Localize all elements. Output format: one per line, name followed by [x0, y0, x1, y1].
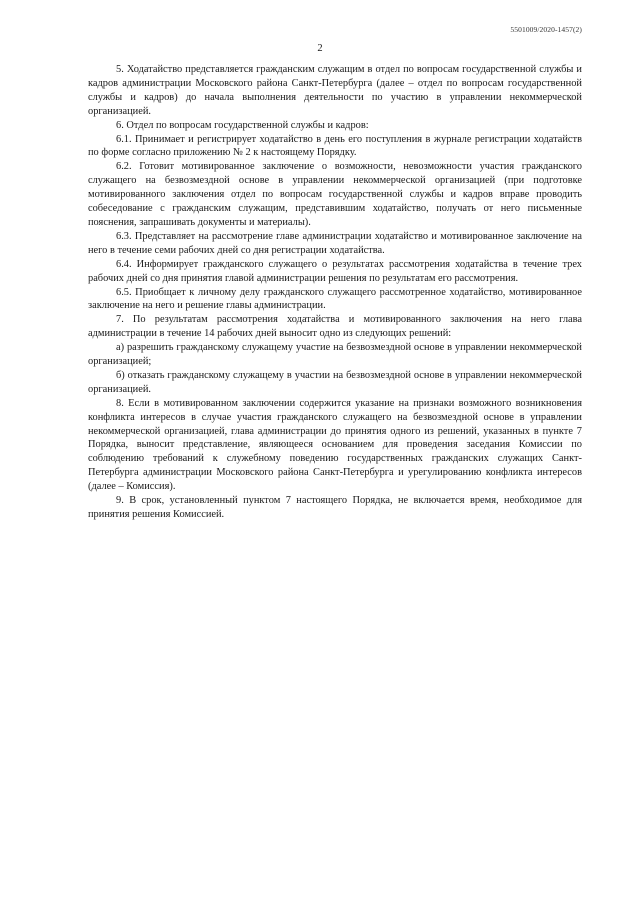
- paragraph-6-3: 6.3. Представляет на рассмотрение главе администрации ходатайство и мотивированное заключение на него в течение семи рабочих дней со дня регистрации ходатайства.: [88, 230, 582, 256]
- paragraph-6-2: 6.2. Готовит мотивированное заключение о возможности, невозможности участия гражданского служащего на безвозмездной основе в управлении некоммерческой организацией (при подготовке мотивированного заключения отдел по вопросам государственной службы и кадров вправе проводить собеседование с гражданским служащим, представившим ходатайство, получать от него письменные пояснения, запрашивать документы и материалы).: [88, 161, 582, 228]
- paragraph-7-a: а) разрешить гражданскому служащему участие на безвозмездной основе в управлении некоммерческой организацией;: [88, 342, 582, 368]
- paragraph-9: 9. В срок, установленный пунктом 7 настоящего Порядка, не включается время, необходимое для принятия решения Комиссией.: [88, 495, 582, 520]
- page-number: 2: [317, 43, 323, 54]
- paragraph-7-b: б) отказать гражданскому служащему в участии на безвозмездной основе в управлении некоммерческой организацией.: [88, 369, 582, 395]
- paragraph-7: 7. По результатам рассмотрения ходатайства и мотивированного заключения на него глава администрации в течение 14 рабочих дней выносит одно из следующих решений:: [88, 314, 582, 340]
- paragraph-6-4: 6.4. Информирует гражданского служащего о результатах рассмотрения ходатайства в течение трех рабочих дней со дня принятия главой администрации решения по результатам его рассмотрения.: [88, 258, 582, 284]
- paragraph-6: 6. Отдел по вопросам государственной службы и кадров:: [116, 119, 369, 131]
- paragraph-6-5: 6.5. Приобщает к личному делу гражданского служащего рассмотренное ходатайство, мотивированное заключение на него и решение главы администрации.: [88, 286, 582, 312]
- paragraph-8: 8. Если в мотивированном заключении содержится указание на признаки возможного возникновения конфликта интересов в случае участия гражданского служащего на безвозмездной основе в управлении некоммерческой организацией, глава администрации до принятия одного из решений, указанных в пункте 7 Порядка, выносит представление, являющееся основанием для проведения заседания Комиссии по соблюдению требований к служебному поведению государственных гражданских служащих Санкт-Петербурга администрации Московского района Санкт-Петербурга и урегулированию конфликта интересов (далее – Комиссия).: [88, 397, 582, 493]
- paragraph-6-1: 6.1. Принимает и регистрирует ходатайство в день его поступления в журнале регистрации ходатайств по форме согласно приложению № 2 к настоящему Порядку.: [88, 133, 582, 159]
- paragraph-5: 5. Ходатайство представляется гражданским служащим в отдел по вопросам государственной службы и кадров администрации Московского района Санкт-Петербурга (далее – отдел по вопросам государственной службы и кадров) до начала выполнения деятельности по участию в управлении некоммерческой организацией.: [88, 64, 582, 117]
- document-body: [88, 63, 582, 522]
- document-id: 5501009/2020-1457(2): [510, 25, 582, 34]
